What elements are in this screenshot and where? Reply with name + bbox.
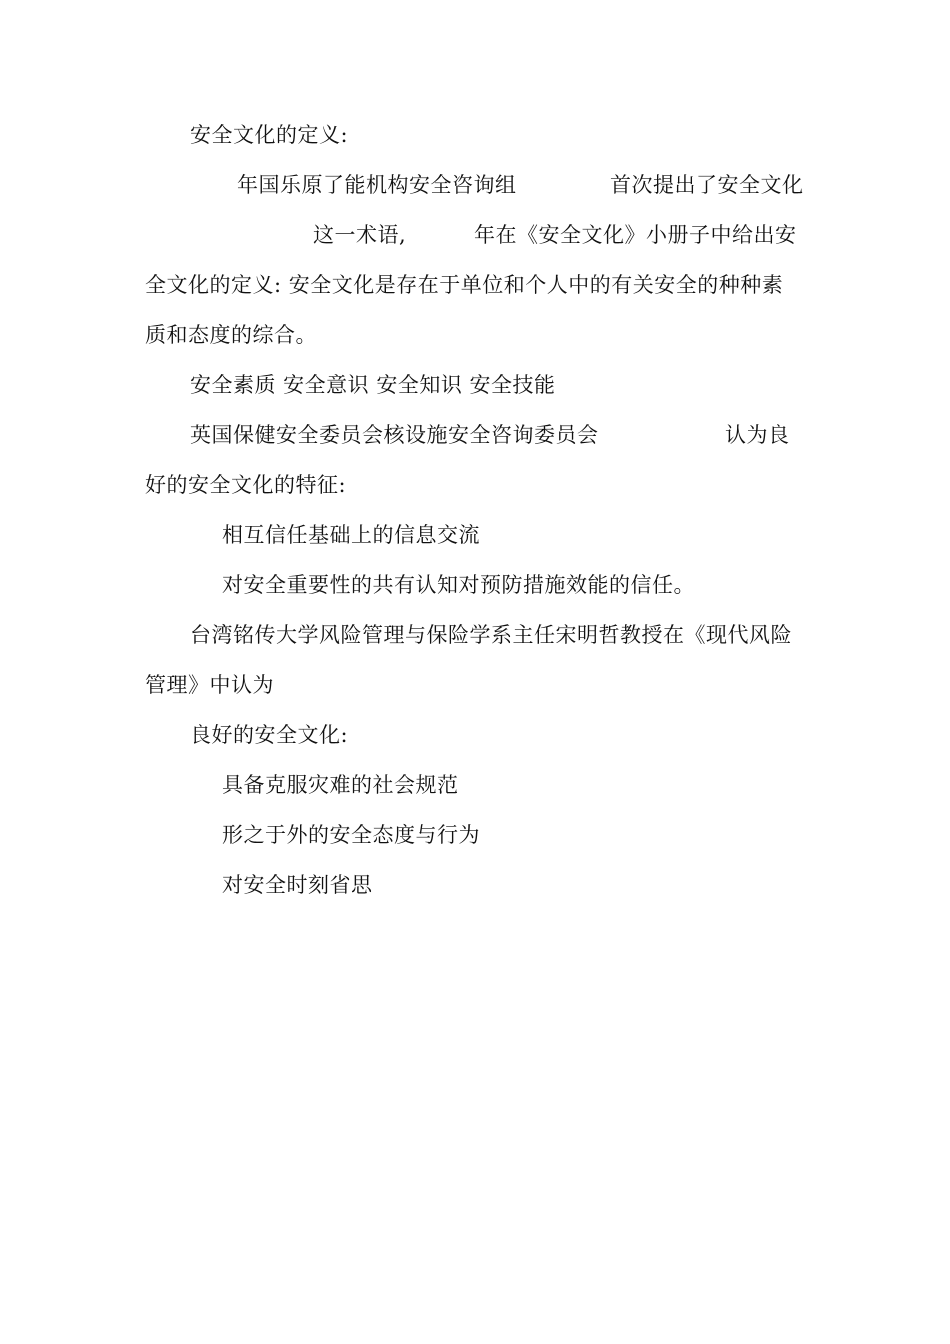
text-line: 首次提出了安全文化 (610, 173, 804, 197)
list-item: 具备克服灾难的社会规范 (222, 773, 459, 797)
text-line: 全文化的定义: 安全文化是存在于单位和个人中的有关安全的种种素 (145, 273, 784, 297)
text-line: 良好的安全文化: (190, 723, 349, 747)
list-item: 形之于外的安全态度与行为 (222, 823, 480, 847)
list-item: 对安全时刻省思 (222, 873, 373, 897)
list-item: 对安全重要性的共有认知对预防措施效能的信任。 (222, 573, 695, 597)
text-line: 管理》中认为 (145, 673, 274, 697)
text-line: 认为良 (725, 423, 790, 447)
heading-definition: 安全文化的定义: (190, 123, 349, 147)
text-line: 英国保健安全委员会核设施安全咨询委员会 (190, 423, 599, 447)
text-line: 台湾铭传大学风险管理与保险学系主任宋明哲教授在《现代风险 (190, 623, 792, 647)
text-line: 这一术语, (313, 223, 407, 247)
text-line: 安全素质 安全意识 安全知识 安全技能 (190, 373, 556, 397)
text-line: 年在《安全文化》小册子中给出安 (474, 223, 797, 247)
text-line: 年国乐原了能机构安全咨询组 (237, 173, 517, 197)
list-item: 相互信任基础上的信息交流 (222, 523, 480, 547)
text-line: 质和态度的综合。 (145, 323, 317, 347)
text-line: 好的安全文化的特征: (145, 473, 347, 497)
